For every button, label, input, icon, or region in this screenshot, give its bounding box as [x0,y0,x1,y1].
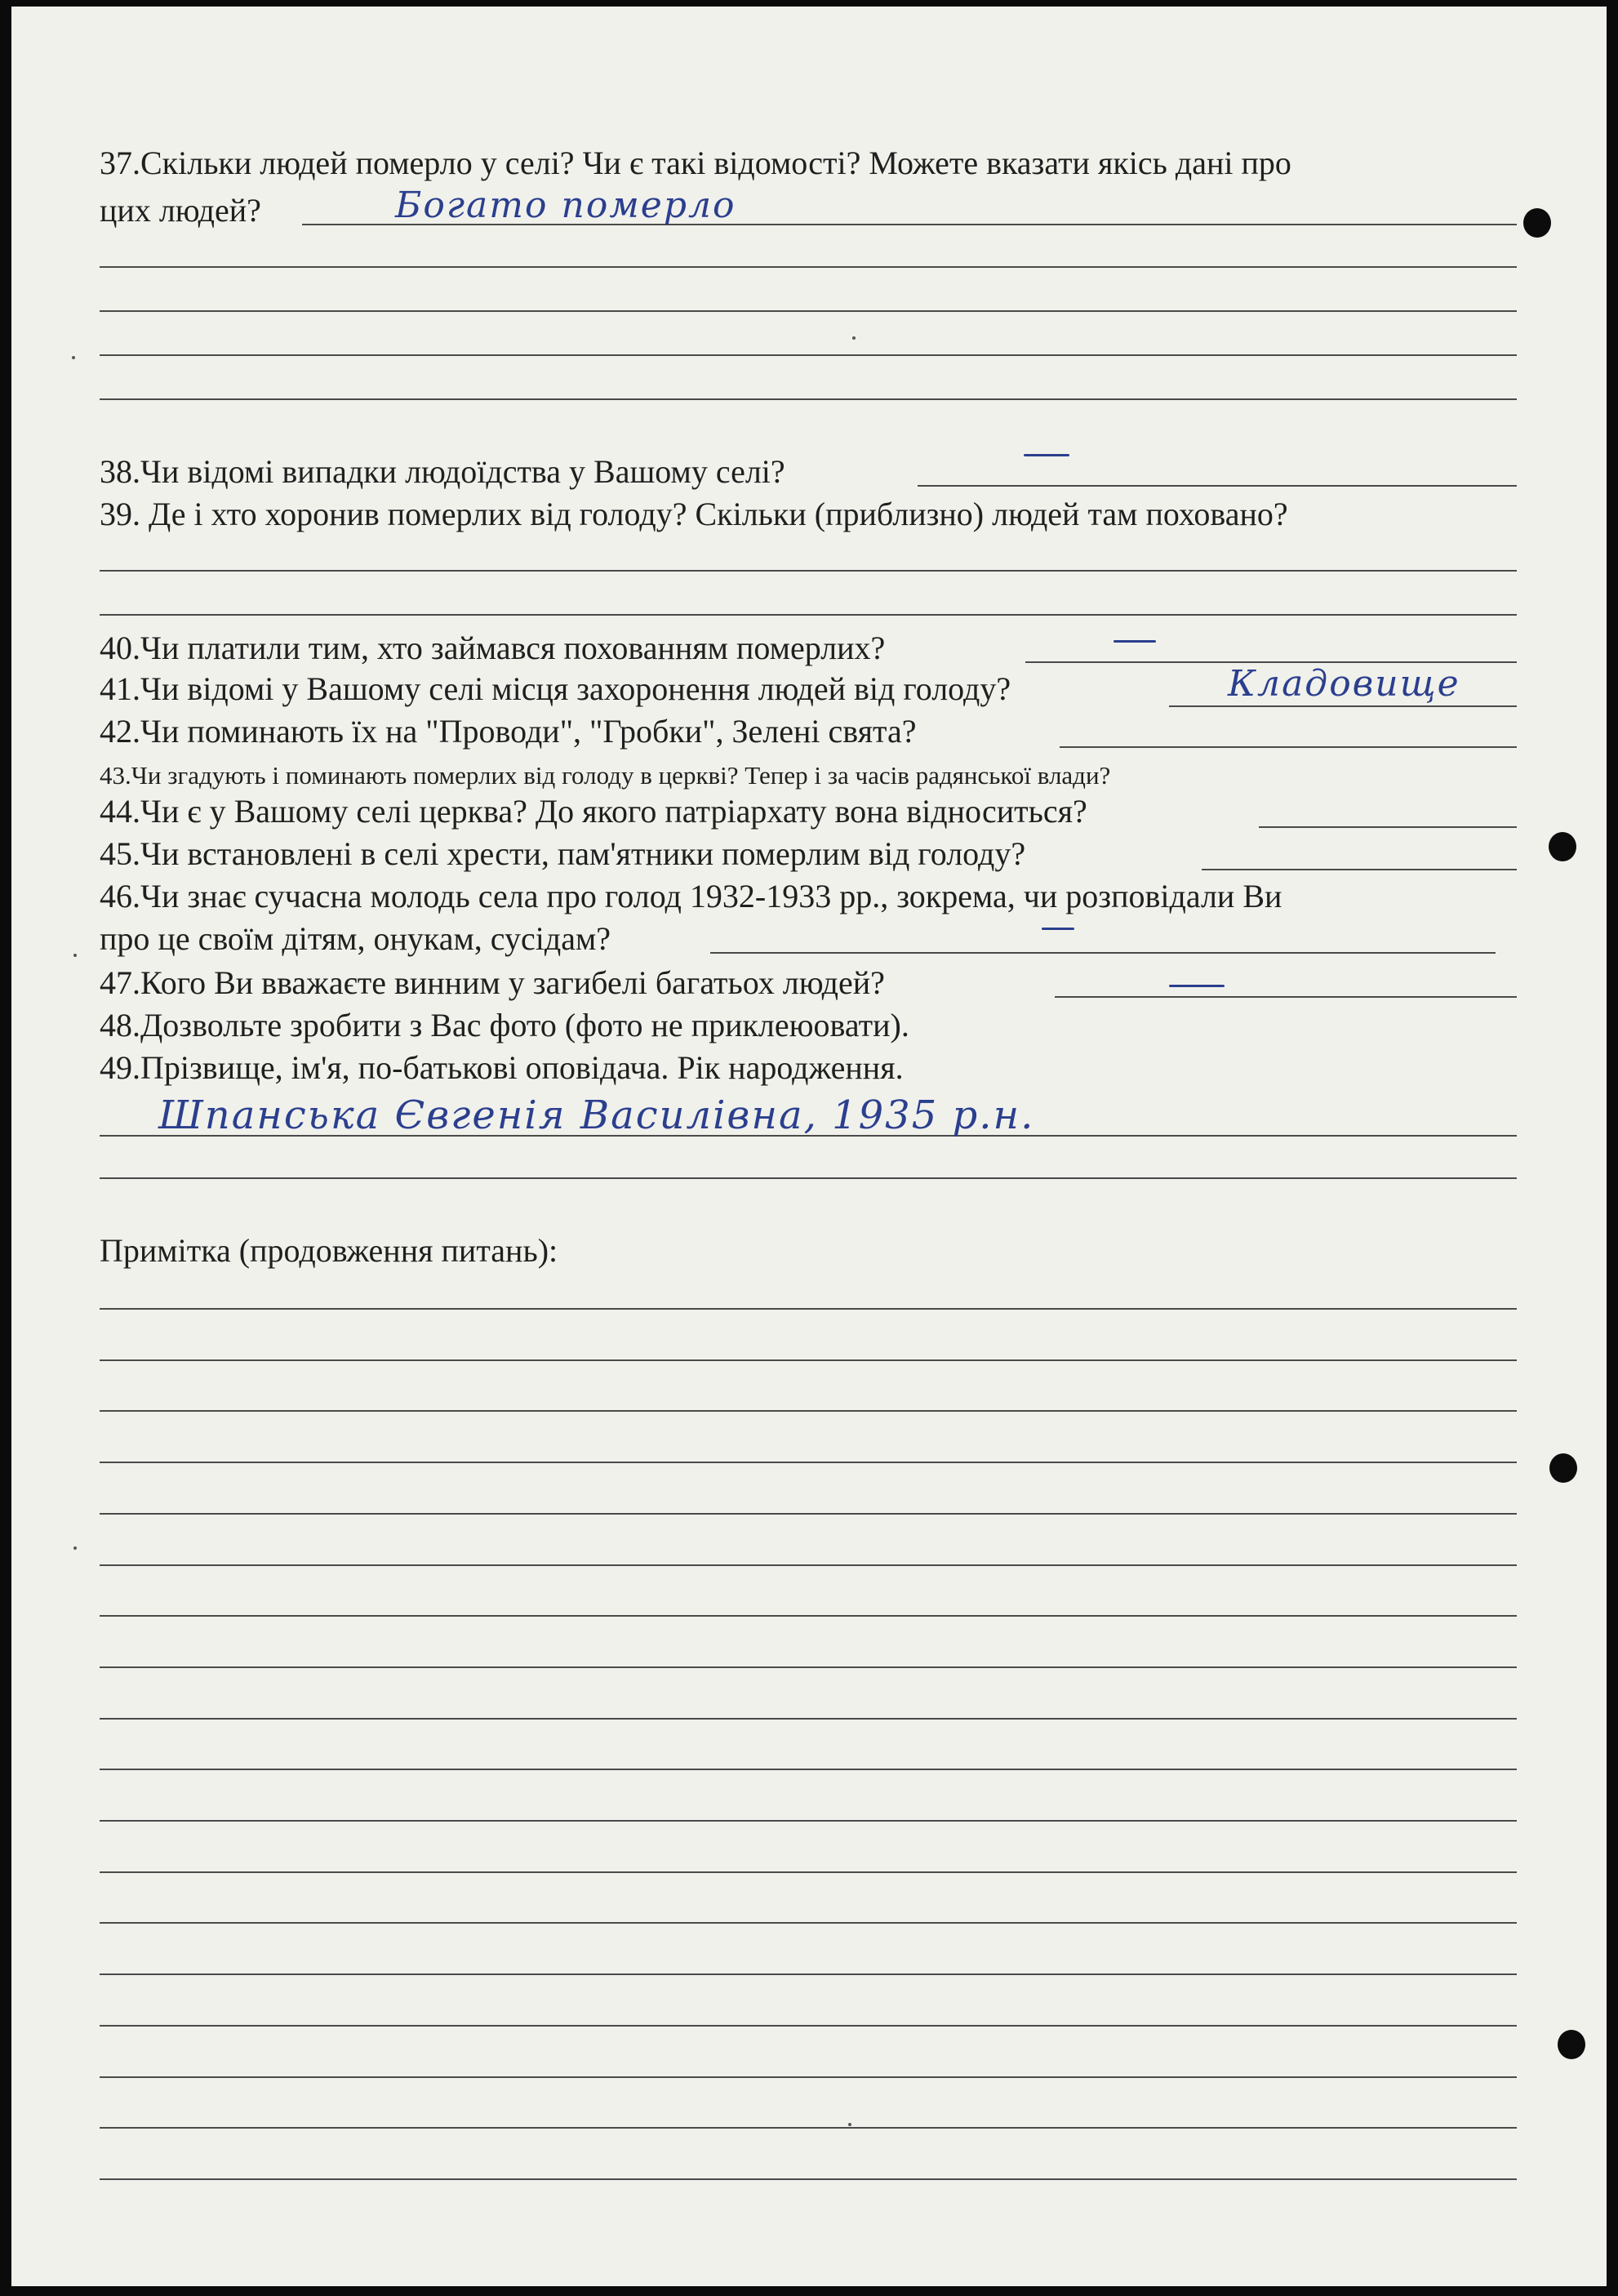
note-line [100,1462,1517,1463]
question-37-line-1: 37.Скільки людей померло у селі? Чи є такі відомості? Можете вказати якісь дані про [100,145,1291,181]
question-46-line-2: про це своїм дітям, онукам, сусідам? [100,920,611,957]
note-line [100,1359,1517,1361]
binder-hole-4 [1558,2030,1585,2059]
note-line [100,2178,1517,2180]
answer-line-39-2 [100,614,1517,616]
answer-line-37-4 [100,354,1517,356]
note-line [100,2025,1517,2027]
answer-line-39-1 [100,570,1517,572]
question-49: 49.Прізвище, ім'я, по-батькові оповідача. Рік народження. [100,1049,904,1086]
paper-speck [848,2123,851,2126]
note-line [100,1820,1517,1822]
answer-line-46 [710,952,1496,954]
handwritten-answer-47 [1169,985,1225,987]
binder-hole-1 [1523,208,1551,238]
note-line [100,1513,1517,1515]
answer-line-47 [1055,996,1517,998]
question-46-line-1: 46.Чи знає сучасна молодь села про голод 1932-1933 рр., зокрема, чи розповідали Ви [100,878,1282,914]
handwritten-answer-41: Кладовище [1228,663,1460,705]
note-line [100,1769,1517,1770]
question-40: 40.Чи платили тим, хто займався похованням померлих? [100,630,886,666]
question-48: 48.Дозвольте зробити з Вас фото (фото не приклеюовати). [100,1007,909,1043]
answer-line-38 [918,485,1517,487]
note-line [100,1871,1517,1873]
note-line [100,1973,1517,1975]
handwritten-answer-38 [1024,454,1069,456]
handwritten-answer-49: Шпанська Євгенія Василівна, 1935 р.н. [158,1092,1035,1138]
paper-speck [73,1546,77,1550]
handwritten-answer-46 [1042,928,1074,930]
note-line [100,1564,1517,1566]
answer-line-37-5 [100,398,1517,400]
answer-line-37-2 [100,266,1517,268]
answer-line-37-3 [100,310,1517,312]
answer-line-49-2 [100,1177,1517,1179]
paper-speck [73,954,77,957]
answer-line-42 [1060,746,1517,748]
question-41: 41.Чи відомі у Вашому селі місця захоронення людей від голоду? [100,670,1011,707]
answer-line-44 [1259,826,1517,828]
answer-line-45 [1202,869,1517,870]
question-43: 43.Чи згадують і поминають померлих від голоду в церкві? Тепер і за часів радянської влади? [100,761,1111,790]
question-37-line-2: цих людей? [100,192,261,229]
question-38: 38.Чи відомі випадки людоїдства у Вашому селі? [100,453,785,490]
note-line [100,1615,1517,1617]
note-line [100,1308,1517,1310]
question-44: 44.Чи є у Вашому селі церква? До якого патріархату вона відноситься? [100,793,1087,830]
note-line [100,1922,1517,1924]
note-line [100,1718,1517,1720]
question-39: 39. Де і хто хоронив померлих від голоду? Скільки (приблизно) людей там поховано? [100,496,1288,532]
note-line [100,1666,1517,1668]
question-47: 47.Кого Ви вважаєте винним у загибелі багатьох людей? [100,964,885,1001]
note-line [100,2127,1517,2129]
question-42: 42.Чи поминають їх на "Проводи", "Гробки", Зелені свята? [100,713,917,750]
paper-speck [72,356,75,359]
answer-line-41 [1169,705,1517,707]
binder-hole-3 [1549,1453,1577,1483]
questionnaire-page [11,7,1607,2286]
binder-hole-2 [1549,832,1576,861]
handwritten-answer-37: Богато померло [395,185,736,226]
note-line [100,1410,1517,1412]
question-45: 45.Чи встановлені в селі хрести, пам'ятники померлим від голоду? [100,835,1026,872]
note-line [100,2076,1517,2078]
paper-speck [852,336,856,340]
handwritten-answer-40 [1113,640,1156,643]
note-label: Примітка (продовження питань): [100,1232,558,1269]
